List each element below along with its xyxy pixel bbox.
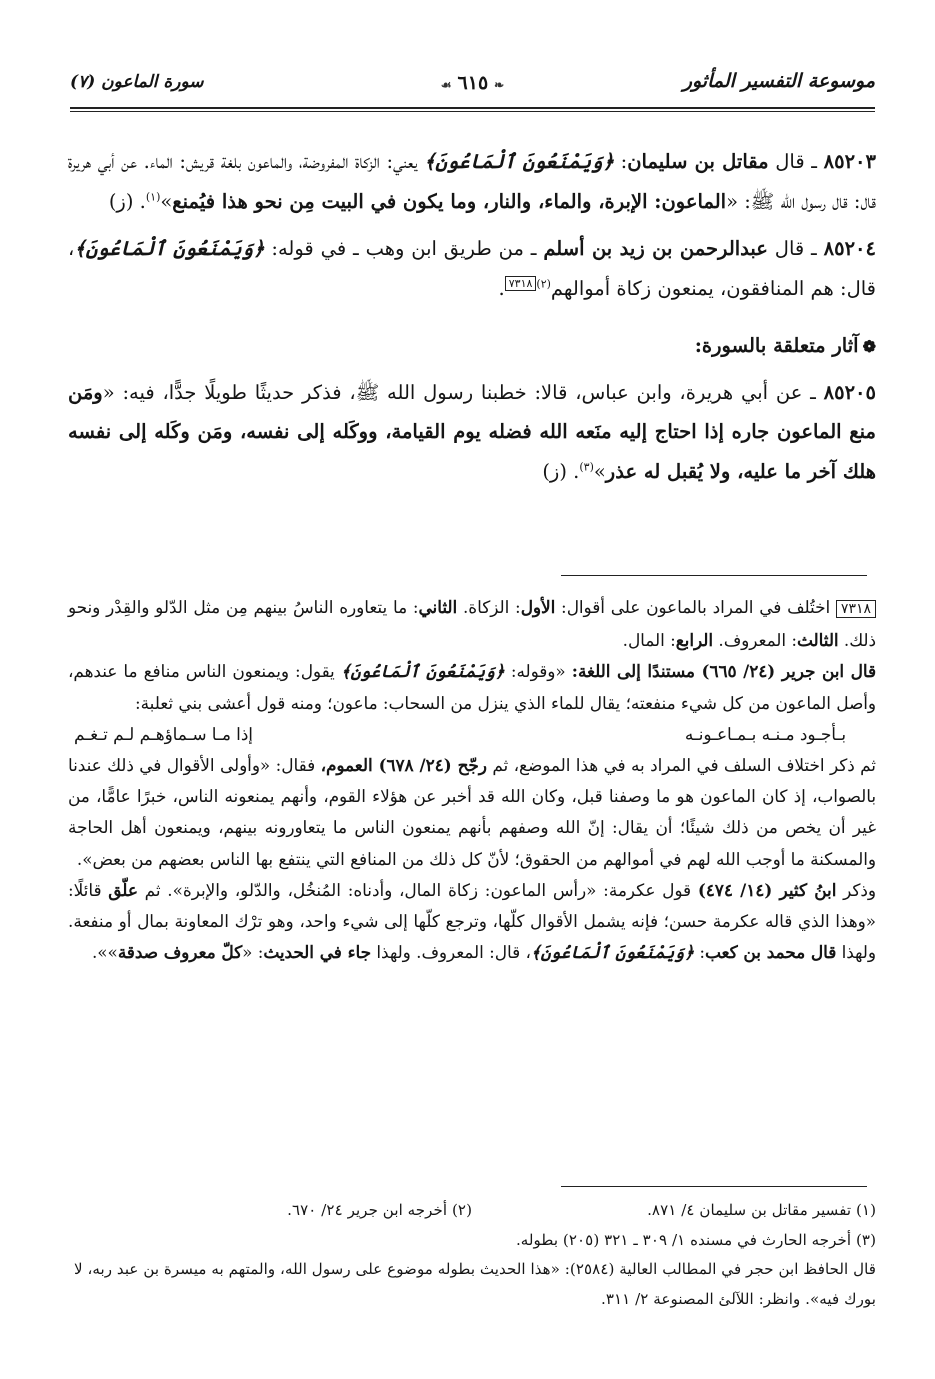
note-text: وذكر [836,879,876,900]
flower-icon: ❁ [862,337,876,356]
note-text: يقول: ويمنعون الناس منافع ما عندهم، وأصل الماعون من كل شيء منفعته؛ يقال للماء الذي ينزل من السحاب: ماعون؛ ومنه قول أعشى بني ثعلبة: [68,661,876,713]
note-text: : [694,942,706,963]
opinion-label: الثاني [418,597,458,617]
opinion-label: الثالث [797,630,839,651]
entry-number: ٨٥٢٠٤ [823,237,876,260]
entry-85205 [68,373,876,492]
section-heading [68,326,876,367]
footnote-2: (٢) أخرجه ابن جرير ٢٤/ ٦٧٠. [287,1201,472,1219]
ornament-icon: ☙ [440,78,452,92]
note-text: فقال: «وأولى الأقوال في ذلك عندنا بالصواب، إذ كان الماعون هو ما وصفنا قبل، وكان الله قد أخبر عن هؤلاء القوم، وأنهم يمنعونه الناس، خبرًا عامًّا، من غير أن يخص من ذلك شيئًا؛ أن يقال: إنّ الله وصفهم بأنهم يمنعون الناس ما يتعاورونه بينهم، ويمنعون أهل الحاجة والمسكنة ما أوجب الله لهم في أموالهم من الحقوق؛ لأنّ كل ذلك من المنافع التي ينتفع بها الناس بعضهم من بعض». [68,755,876,869]
note-text: : ما يتعاوره الناسُ بينهم مِن مثل الدّلو والقِدْر ونحو ذلك. [68,597,876,651]
scholar-citation: رجّح (٢٤/ ٦٧٨) العموم، [320,755,487,776]
hadith-text: كلّ معروف صدقة [117,942,243,963]
quran-quote: ﴿وَيَمْنَعُونَ ٱلْمَاعُونَ﴾ [424,150,615,173]
scholar-citation: قال ابن جرير (٢٤/ ٦٦٥) مستندًا إلى اللغة: [571,661,877,682]
entry-85204 [68,229,876,308]
note-text: ، قال: المعروف. ولهذا [371,942,531,963]
scholar-citation: ابنُ كثير (١٤/ ٤٧٤) [697,879,837,900]
note-text: ثم ذكر اختلاف السلف في المراد به في هذا الموضع، ثم [486,755,876,776]
note-paragraph [68,875,876,969]
entry-text: : [614,150,628,173]
scholar-citation: قال محمد بن كعب [705,942,837,963]
narrator-name: مقاتل بن سليمان [627,150,769,173]
footnote-ref[interactable]: (٢) [536,277,551,290]
quran-quote: ﴿وَيَمْنَعُونَ ٱلْمَاعُونَ﴾ [74,237,265,260]
entry-text: ، قال: هم المنافقون، يمنعون زكاة أموالهم [68,237,876,300]
quran-quote: ﴿وَيَمْنَعُونَ ٱلْمَاعُونَ﴾ [340,661,505,682]
poem-verse [68,719,876,750]
note-text: قول عكرمة: «رأس الماعون: زكاة المال، وأدناه: المُنخُل، والدّلو، والإبرة». ثم [137,879,698,900]
footnote-ref[interactable]: (١) [145,190,161,203]
footnote-3: (٣) أخرجه الحارث في مسنده ١/ ٣٠٩ ـ ٣٢١ (٢٠٥) بطوله. [515,1230,876,1249]
note-text: «وقوله: [504,661,572,682]
scholar-citation: علّق [108,879,138,900]
commentary-notes [68,592,876,968]
entry-number: ٨٥٢٠٣ [823,150,877,173]
scholar-citation: جاء في الحديث [263,942,372,963]
entry-text: ـ من طريق ابن وهب ـ في قوله: [264,237,544,260]
entry-text: » [593,459,606,483]
note-paragraph [68,592,876,656]
entry-number: ٨٥٢٠٥ [823,380,876,404]
footnote-3-comment: قال الحافظ ابن حجر في المطالب العالية (٢٥٨٤): «هذا الحديث بطوله موضوع على رسول الله، والمتهم به ميسرة بن عبد ربه، لا بورك فيه». وانظر: اللآلئ المصنوعة ٢/ ٣١١. [73,1260,876,1308]
hadith-text: ومَن منع الماعون جاره إذا احتاج إليه منَعه الله فضله يوم القيامة، ووكَله إلى نفسه، ومَن وكَله إلى نفسه هلك آخر ما عليه، ولا يُقبل له عذر [68,380,876,483]
page-number: ٦١٥ [457,72,489,94]
note-text: »». [91,942,118,963]
note-text: اختُلف في المراد بالماعون على أقوال: [555,597,836,617]
narrator-name: عبدالرحمن بن زيد بن أسلم [543,237,768,260]
footnotes [68,1196,876,1314]
hadith-text: الماعون: الإبرة، والماء، والنار، وما يكون في البيت مِن نحو هذا فيُمنع [172,189,727,213]
header-rule [70,107,875,112]
opinion-label: الرابع [675,630,714,651]
poem-hemistich-right: بـأجـود مـنـه بـمـاعـونـه [684,723,846,744]
note-text: : « [242,942,264,963]
page-number-group [435,72,510,94]
entry-text: يعني: الزكاة المفروضة، والماعون بلغة قريش: الماء. عن أبي هريرة قال: قال رسول الله ﷺ: « [68,150,876,213]
note-text: : المال. [622,630,676,651]
note-paragraph [68,750,876,875]
entry-text: ـ عن أبي هريرة، وابن عباس، قالا: خطبنا رسول الله ﷺ، فذكر حديثًا طويلًا جدًّا، فيه: « [102,380,824,404]
notes-separator [561,575,867,576]
quran-quote: ﴿وَيَمْنَعُونَ ٱلْمَاعُونَ﴾ [530,942,695,963]
entry-text: » [160,189,173,213]
poem-hemistich-left: إذا مـا سـماؤهـم لـم تـغـم [74,723,253,744]
entry-85203 [68,142,876,221]
footnote-row [68,1196,876,1226]
note-box-ref[interactable]: ٧٣١٨ [505,276,537,291]
footnote-1: (١) تفسير مقاتل بن سليمان ٤/ ٨٧١. [647,1201,876,1219]
series-title: موسوعة التفسير المأثور [682,70,875,92]
ornament-icon: ❧ [494,78,505,92]
note-box-number: ٧٣١٨ [836,600,876,618]
entry-text: . [498,276,505,300]
surah-title: سورة الماعون (٧) [70,72,204,92]
note-paragraph [68,656,876,718]
note-text: قائلًا: «وهذا الذي قاله عكرمة حسن؛ فإنه يشمل الأقوال كلّها، وترجع كلّها إلى شيء واحد، وهو ترْك المعاونة بمال أو منفعة. ولهذا [68,879,876,963]
footnote-ref[interactable]: (٣) [579,460,594,473]
entry-text: . (ز) [542,459,580,483]
opinion-label: الأول [520,597,556,617]
section-title: آثار متعلقة بالسورة: [694,334,859,357]
entry-text: ـ قال [768,150,824,173]
entry-text: ـ قال [767,237,824,260]
page-header [70,68,875,108]
note-text: : المعروف. [713,630,798,651]
footnotes-separator [561,1186,867,1187]
entry-text: . (ز) [108,189,146,213]
main-text [68,142,876,499]
note-text: : الزكاة. [457,597,521,617]
